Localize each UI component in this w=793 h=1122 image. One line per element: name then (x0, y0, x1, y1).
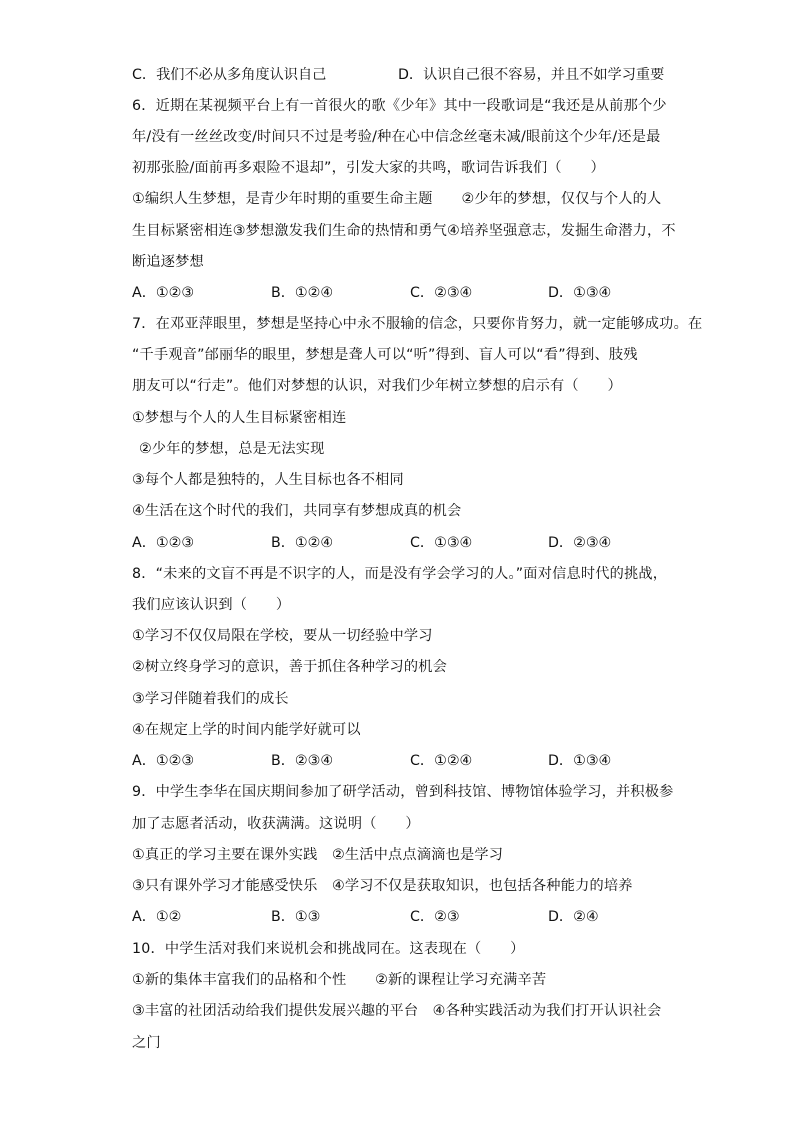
q8-option-c: C．①②④ (410, 753, 473, 769)
q6-stem-line-3: 初那张脸/面前再多艰险不退却”，引发大家的共鸣，歌词告诉我们（ ） (132, 160, 605, 176)
q6-statement-line-1: ①编织人生梦想，是青少年时期的重要生命主题 ②少年的梦想，仅仅与个人的人 (132, 191, 662, 207)
q7-stem-line-3: 朋友可以“行走”。他们对梦想的认识，对我们少年树立梦想的启示有（ ） (132, 378, 622, 394)
q7-statement-3: ③每个人都是独特的，人生目标也各不相同 (132, 472, 404, 488)
q7-stem-line-1: 7．在邓亚萍眼里，梦想是坚持心中永不服输的信念，只要你肯努力，就一定能够成功。在 (132, 316, 703, 332)
q6-statement-line-2: 生目标紧密相连③梦想激发我们生命的热情和勇气④培养坚强意志，发掘生命潜力，不 (132, 223, 676, 239)
q7-option-b: B．①②④ (271, 535, 334, 551)
q8-option-d: D．①③④ (548, 753, 612, 769)
q9-option-d: D．②④ (548, 909, 599, 925)
q6-option-c: C．②③④ (410, 285, 473, 301)
q5-option-c: C．我们不必从多角度认识自己 (132, 67, 327, 83)
q7-option-d: D．②③④ (548, 535, 612, 551)
q9-statement-line-2: ③只有课外学习才能感受快乐 ④学习不仅是获取知识，也包括各种能力的培养 (132, 878, 633, 894)
q10-statement-line-1: ①新的集体丰富我们的品格和个性 ②新的课程让学习充满辛苦 (132, 972, 547, 988)
q8-statement-1: ①学习不仅仅局限在学校，要从一切经验中学习 (132, 628, 433, 644)
q9-stem-line-2: 加了志愿者活动，收获满满。这说明（ ） (132, 816, 420, 832)
q7-option-a: A．①②③ (132, 535, 195, 551)
q8-stem-line-1: 8．“未来的文盲不再是不识字的人，而是没有学会学习的人。”面对信息时代的挑战， (132, 566, 668, 582)
q10-stem: 10．中学生活对我们来说机会和挑战同在。这表现在（ ） (132, 941, 525, 957)
q5-option-d: D．认识自己很不容易，并且不如学习重要 (398, 67, 665, 83)
q6-option-b: B．①②④ (271, 285, 334, 301)
q10-statement-line-3: 之门 (132, 1035, 161, 1051)
q10-statement-line-2: ③丰富的社团活动给我们提供发展兴趣的平台 ④各种实践活动为我们打开认识社会 (132, 1003, 662, 1019)
q8-statement-3: ③学习伴随着我们的成长 (132, 691, 289, 707)
q6-option-a: A．①②③ (132, 285, 195, 301)
q7-statement-2: ②少年的梦想，总是无法实现 (139, 441, 325, 457)
q8-stem-line-2: 我们应该认识到（ ） (132, 597, 291, 613)
q9-statement-line-1: ①真正的学习主要在课外实践 ②生活中点点滴滴也是学习 (132, 847, 504, 863)
q9-option-a: A．①② (132, 909, 182, 925)
q6-stem-line-2: 年/没有一丝丝改变/时间只不过是考验/种在心中信念丝毫未减/眼前这个少年/还是最 (132, 129, 661, 145)
q8-option-b: B．②③④ (271, 753, 334, 769)
q9-stem-line-1: 9．中学生李华在国庆期间参加了研学活动，曾到科技馆、博物馆体验学习，并积极参 (132, 784, 674, 800)
q9-option-c: C．②③ (410, 909, 460, 925)
q6-option-d: D．①③④ (548, 285, 612, 301)
q9-option-b: B．①③ (271, 909, 321, 925)
q7-option-c: C．①③④ (410, 535, 473, 551)
q8-option-a: A．①②③ (132, 753, 195, 769)
q6-stem-line-1: 6．近期在某视频平台上有一首很火的歌《少年》其中一段歌词是“我还是从前那个少 (132, 98, 667, 114)
q8-statement-4: ④在规定上学的时间内能学好就可以 (132, 722, 361, 738)
q7-stem-line-2: “千手观音”邰丽华的眼里，梦想是聋人可以“听”得到、盲人可以“看”得到、肢残 (132, 347, 638, 363)
q8-statement-2: ②树立终身学习的意识，善于抓住各种学习的机会 (132, 659, 448, 675)
q7-statement-1: ①梦想与个人的人生目标紧密相连 (132, 410, 347, 426)
q6-statement-line-3: 断追逐梦想 (132, 254, 204, 270)
q7-statement-4: ④生活在这个时代的我们，共同享有梦想成真的机会 (132, 503, 462, 519)
